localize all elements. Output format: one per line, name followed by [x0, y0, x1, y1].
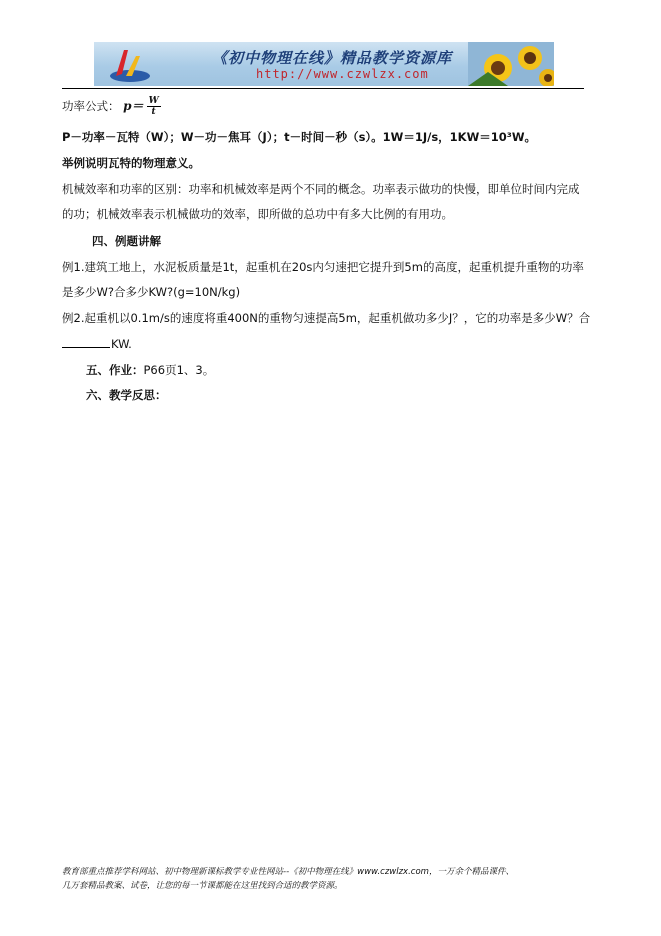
footer-line-2: 几万套精品教案、试卷，让您的每一节课都能在这里找到合适的教学资源。	[62, 881, 343, 891]
example-1-line-1: 例1.建筑工地上，水泥板质量是1t，起重机在20s内匀速把它提升到5m的高度，起重机提升重物的功率	[62, 260, 584, 274]
footer-line-1: 教育部重点推荐学科网站、初中物理新课标教学专业性网站--《初中物理在线》www.czwlzx.com，一万余个精品课件、	[62, 867, 514, 877]
sunflower-icon	[468, 42, 554, 86]
units-line: P－功率－瓦特（W）；W－功－焦耳（J）；t－时间－秒（s）。1W＝1J/s，1KW＝10³W。	[62, 130, 537, 144]
example-1-line-2: 是多少W?合多少KW?(g=10N/kg)	[62, 285, 241, 299]
section-4-heading: 四、例题讲解	[92, 234, 161, 248]
header-rule	[62, 88, 584, 89]
formula-fraction	[147, 96, 161, 117]
power-formula	[123, 96, 161, 117]
formula-numerator: W	[148, 96, 159, 106]
site-logo-icon	[108, 46, 152, 84]
section-5-line	[86, 362, 214, 378]
example-2-line-1: 例2.起重机以0.1m/s的速度将重400N的重物匀速提高5m，起重机做功多少J？，它的功率是多少W？合	[62, 311, 591, 325]
banner-title: 《初中物理在线》精品教学资源库	[212, 49, 453, 67]
example-2-line-2	[62, 336, 132, 352]
formula-lhs: p＝	[123, 99, 144, 113]
formula-label: 功率公式：	[62, 99, 120, 113]
section-6-heading: 六、教学反思：	[86, 388, 167, 402]
banner-url[interactable]: http://www.czwlzx.com	[256, 67, 429, 81]
watt-example-heading: 举例说明瓦特的物理意义。	[62, 156, 200, 170]
efficiency-paragraph-1: 机械效率和功率的区别：功率和机械效率是两个不同的概念。功率表示做功的快慢，即单位时间内完成	[62, 182, 580, 196]
header-banner	[94, 42, 554, 86]
example-2-unit: KW.	[111, 337, 132, 351]
section-5-label: 五、作业：	[86, 363, 144, 377]
efficiency-paragraph-2: 的功；机械效率表示机械做功的效率，即所做的总功中有多大比例的有用功。	[62, 207, 453, 221]
formula-line	[62, 96, 161, 117]
formula-denominator: t	[151, 107, 156, 117]
section-5-text: P66页1、3。	[143, 363, 215, 377]
answer-blank	[62, 337, 110, 348]
